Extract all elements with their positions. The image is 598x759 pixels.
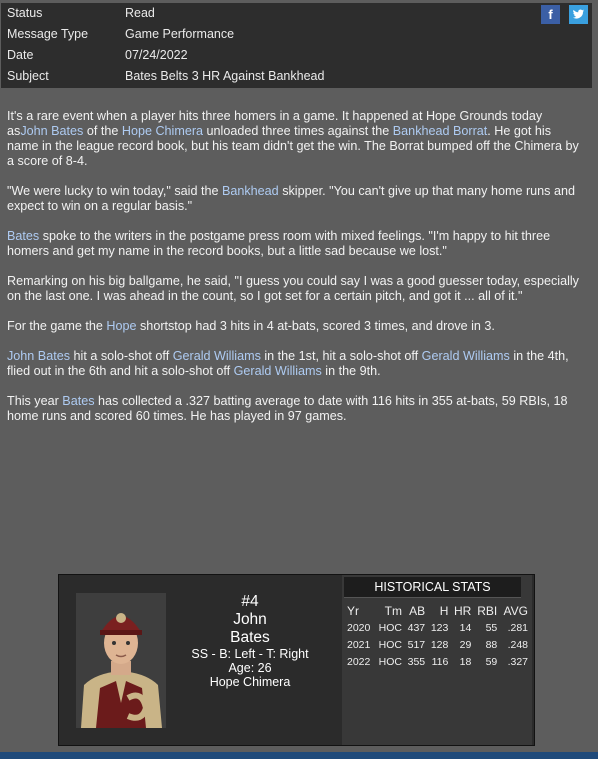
pitcher-link[interactable]: Gerald Williams (421, 349, 510, 363)
player-card (58, 574, 535, 746)
historical-stats-panel (342, 575, 532, 745)
col-header: RBI (477, 604, 498, 618)
stats-header-row (345, 603, 530, 619)
twitter-icon[interactable] (569, 5, 588, 24)
window-bottom-bar (0, 752, 598, 759)
header-row-date (1, 45, 592, 66)
paragraph-5: For the game the Hope shortstop had 3 hits in 4 at-bats, scored 3 times, and drove in 3. (7, 319, 495, 333)
message-header (1, 3, 592, 88)
status-label: Status (7, 6, 43, 20)
player-number: #4 (241, 593, 259, 610)
header-row-subject (1, 66, 592, 87)
col-header: AB (409, 604, 426, 618)
article-body (7, 109, 585, 439)
paragraph-1: It's a rare event when a player hits three homers in a game. It happened at Hope Grounds today asJohn Bates of the Hope Chimera unloaded three times against the Bankhead Borrat. He got his name in the league record book, but his team didn't get the win. The Borrat bumped off the Chimera by a score of 8-4. (7, 109, 579, 168)
table-row: 2021 HOC 517 128 29 88 .248 (347, 638, 528, 651)
player-link[interactable]: Bates (62, 394, 95, 408)
team-link[interactable]: Hope (106, 319, 137, 333)
pitcher-link[interactable]: Gerald Williams (233, 364, 322, 378)
date-label: Date (7, 48, 34, 62)
table-row: 2020 HOC 437 123 14 55 .281 (347, 621, 528, 634)
historical-stats-title: HISTORICAL STATS (344, 577, 521, 598)
paragraph-2: "We were lucky to win today," said the Bankhead skipper. "You can't give up that many home runs and expect to win on a regular basis." (7, 184, 575, 213)
player-team: Hope Chimera (209, 675, 291, 689)
col-header: HR (454, 604, 472, 618)
col-header: Yr (347, 604, 359, 618)
player-info (175, 593, 325, 689)
header-row-type (1, 24, 592, 45)
player-position: SS - B: Left - T: Right (191, 647, 309, 661)
player-link[interactable]: John Bates (20, 124, 84, 138)
paragraph-6: John Bates hit a solo-shot off Gerald Williams in the 1st, hit a solo-shot off Gerald Williams in the 4th, flied out in the 6th and hit a solo-shot off Gerald Williams in the 9th. (7, 349, 569, 378)
team-link[interactable]: Hope Chimera (121, 124, 204, 138)
opponent-link[interactable]: Bankhead (221, 184, 279, 198)
status-value: Read (125, 6, 155, 20)
table-row: 2022 HOC 355 116 18 59 .327 (347, 655, 528, 668)
subject-label: Subject (7, 69, 49, 83)
pitcher-link[interactable]: Gerald Williams (172, 349, 261, 363)
message-type-value: Game Performance (125, 27, 235, 41)
col-header: H (439, 604, 449, 618)
col-header: Tm (384, 604, 402, 618)
player-age: Age: 26 (228, 661, 272, 675)
paragraph-7: This year Bates has collected a .327 batting average to date with 116 hits in 355 at-bats, 59 RBIs, 18 home runs and scored 60 times. He has played in 97 games. (7, 394, 568, 423)
paragraph-4: Remarking on his big ballgame, he said, "I guess you could say I was a good guesser today, especially on the last one. I was ahead in the count, so I got set for a certain pitch, and got it ... all of it." (7, 274, 579, 303)
player-first-name: John (233, 611, 267, 628)
subject-value: Bates Belts 3 HR Against Bankhead (125, 69, 325, 83)
stats-table (345, 603, 530, 670)
col-header: AVG (503, 604, 528, 618)
opponent-link[interactable]: Bankhead Borrat (392, 124, 488, 138)
player-link[interactable]: John Bates (7, 349, 71, 363)
message-type-label: Message Type (7, 27, 89, 41)
paragraph-3: Bates spoke to the writers in the postgame press room with mixed feelings. "I'm happy to hit three homers and get my name in the record books, but a little sad because we lost." (7, 229, 551, 258)
facebook-icon[interactable]: f (541, 5, 560, 24)
header-row-status (1, 3, 592, 24)
date-value: 07/24/2022 (125, 48, 188, 62)
player-photo[interactable] (76, 593, 166, 728)
player-last-name: Bates (230, 629, 270, 646)
player-link[interactable]: Bates (7, 229, 40, 243)
